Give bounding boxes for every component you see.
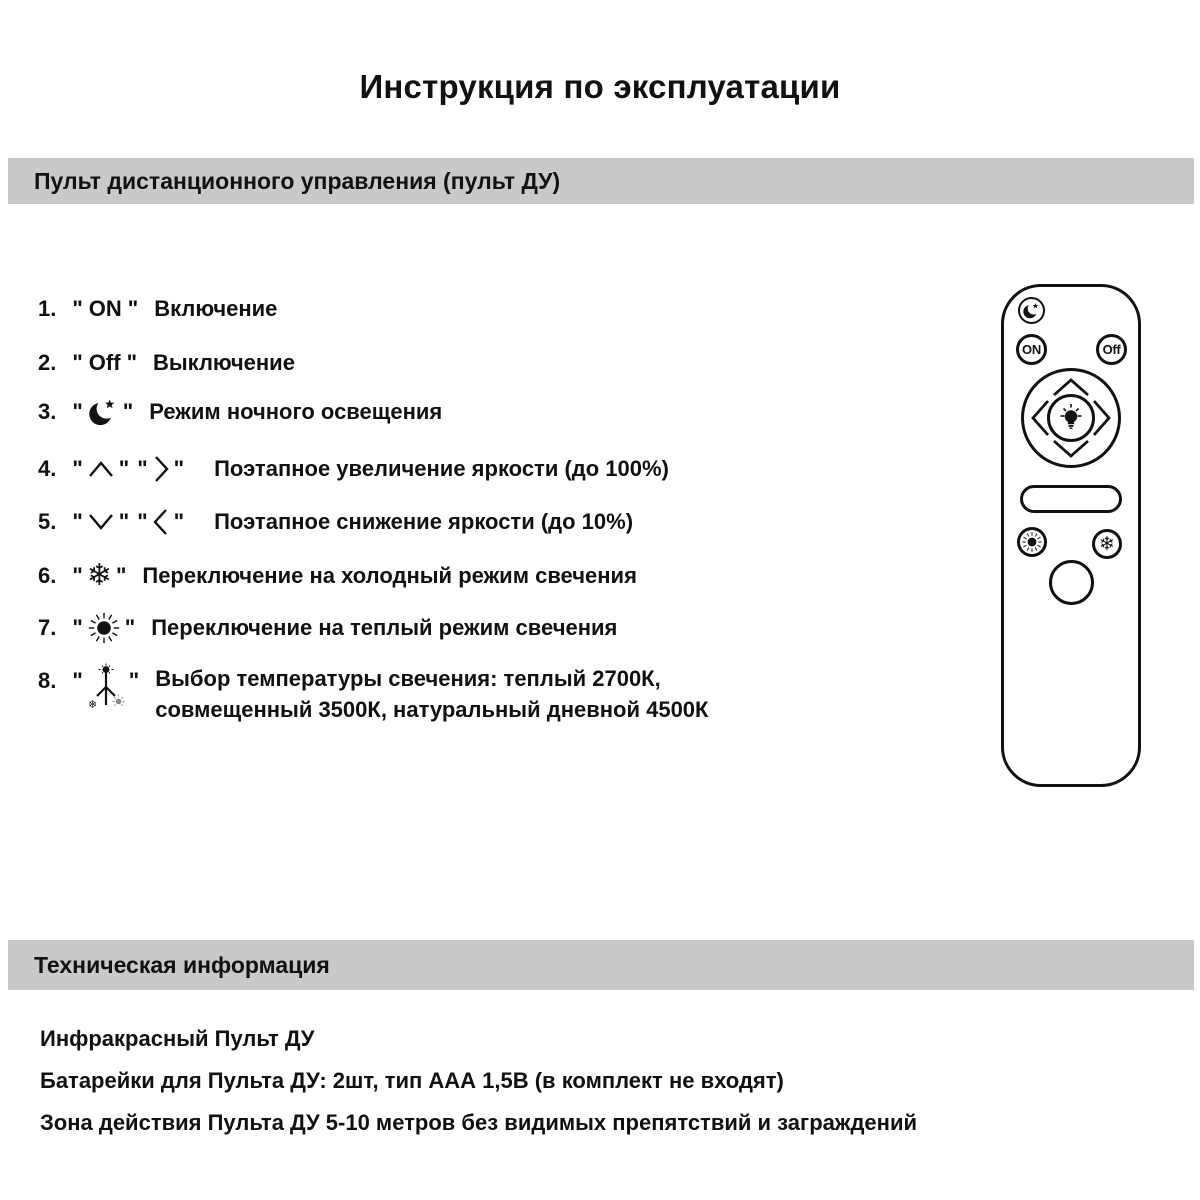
off-button (1096, 334, 1127, 365)
quote-mark: " (72, 615, 83, 640)
section-header-remote-label: Пульт дистанционного управления (пульт ДУ) (34, 167, 561, 194)
section-header-tech-label: Техническая информация (34, 951, 330, 978)
item-number: 2. (38, 350, 57, 375)
item-number: 3. (38, 399, 57, 424)
temperature-select-icon (87, 663, 125, 709)
section-header-remote (8, 158, 1194, 204)
page-title: Инструкция по эксплуатации (359, 68, 841, 105)
on-button-label: ON (1022, 342, 1041, 357)
item-description-line-1: Выбор температуры свечения: теплый 2700К, (155, 666, 661, 691)
pill-button (1020, 485, 1122, 513)
item-number: 6. (38, 563, 57, 588)
instruction-item-on (38, 292, 277, 326)
dpad-up-arrow (1054, 380, 1088, 395)
moon-star-icon (1022, 301, 1041, 320)
quote-mark: " (72, 296, 83, 321)
item-number: 5. (38, 509, 57, 534)
bulb-icon (1056, 402, 1086, 434)
off-button-label: Off (1102, 342, 1121, 357)
quote-mark: " (72, 456, 83, 481)
item-description: Переключение на холодный режим свечения (142, 563, 637, 588)
svg-text:❄: ❄ (87, 698, 98, 709)
dpad-left-arrow (1033, 401, 1048, 435)
tech-info-line: Инфракрасный Пульт ДУ (40, 1026, 315, 1051)
item-description: Режим ночного освещения (149, 399, 443, 424)
quote-mark: " (72, 509, 83, 534)
quote-mark: " (173, 509, 185, 534)
item-number: 7. (38, 615, 57, 640)
section-header-tech (8, 940, 1194, 990)
item-description: Переключение на теплый режим свечения (151, 615, 618, 640)
quote-mark: " (127, 296, 139, 321)
quote-mark: " (122, 399, 134, 424)
item-number: 1. (38, 296, 57, 321)
instruction-item-night-mode (38, 395, 442, 429)
snowflake-icon: ❄ (86, 558, 112, 593)
quote-mark: " (72, 668, 83, 693)
item-number: 4. (38, 456, 57, 481)
quote-mark: " (124, 615, 136, 640)
instruction-item-cold-mode (38, 559, 637, 593)
item-key-off: Off (88, 350, 121, 375)
dpad-right-arrow (1094, 401, 1109, 435)
dpad-down-arrow (1054, 441, 1088, 456)
item-key-on: ON (88, 296, 122, 321)
quote-mark: " (137, 456, 148, 481)
instruction-item-brightness-down (38, 505, 633, 539)
cold-mode-button (1092, 529, 1122, 559)
quote-mark: " (115, 563, 127, 588)
quote-mark: " (118, 456, 130, 481)
on-button (1016, 334, 1047, 365)
chevron-right-icon (152, 453, 170, 485)
item-description (155, 663, 708, 725)
night-mode-button (1018, 297, 1045, 324)
item-description: Выключение (153, 350, 295, 375)
warm-sun-icon (87, 611, 121, 645)
instruction-item-off (38, 346, 295, 380)
chevron-down-icon (87, 511, 115, 533)
tech-info-line: Батарейки для Пульта ДУ: 2шт, тип ААА 1,5В (в комплект не входят) (40, 1068, 784, 1093)
quote-mark: " (126, 350, 137, 375)
quote-mark: " (128, 668, 140, 693)
quote-mark: " (72, 563, 83, 588)
chevron-up-icon (87, 458, 115, 480)
quote-mark: " (72, 350, 83, 375)
quote-mark: " (137, 509, 148, 534)
chevron-left-icon (152, 506, 170, 538)
brightness-dpad (1021, 368, 1121, 468)
quote-mark: " (118, 509, 130, 534)
warm-sun-icon (1021, 531, 1043, 553)
dpad-center-button (1047, 394, 1095, 442)
item-number: 8. (38, 668, 57, 693)
item-description: Поэтапное увеличение яркости (до 100%) (214, 456, 669, 481)
item-description: Поэтапное снижение яркости (до 10%) (214, 509, 634, 534)
quote-mark: " (72, 399, 83, 424)
warm-mode-button (1017, 527, 1047, 557)
remote-control-graphic (1001, 284, 1141, 787)
moon-star-icon (87, 396, 119, 428)
round-button (1049, 560, 1094, 605)
tech-info-line: Зона действия Пульта ДУ 5-10 метров без видимых препятствий и заграждений (40, 1110, 918, 1135)
item-description: Включение (154, 296, 278, 321)
item-description-line-2: совмещенный 3500К, натуральный дневной 4500К (155, 697, 709, 722)
quote-mark: " (173, 456, 185, 481)
snowflake-icon: ❄ (1099, 532, 1115, 555)
instruction-item-temp-select (38, 663, 708, 725)
instruction-item-warm-mode (38, 611, 617, 645)
instruction-item-brightness-up (38, 452, 669, 486)
